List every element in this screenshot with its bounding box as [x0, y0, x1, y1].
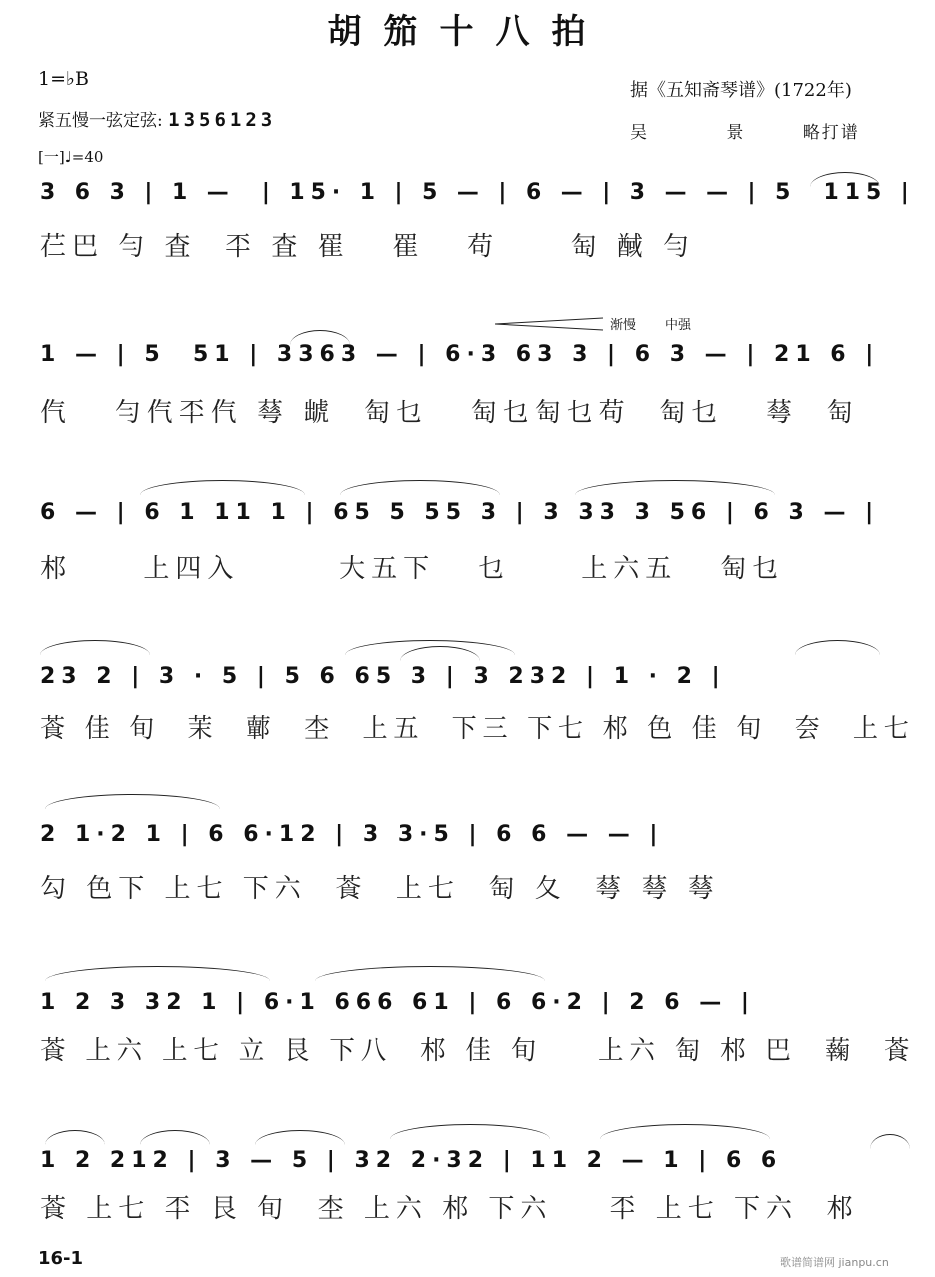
slur: [140, 480, 305, 495]
rit-marking: 渐慢: [610, 318, 637, 333]
dynamic-level: 中强: [665, 318, 692, 333]
jianpu-notes: 3 6 3 | 1 — | 15· 1 | 5 — | 6 — | 3 — — | 5 115 |: [40, 180, 915, 205]
slur: [255, 1130, 345, 1145]
slur: [810, 172, 880, 187]
tempo-marking: [一]♩=40: [38, 148, 104, 166]
slur: [795, 640, 880, 655]
credit-3: 略打谱: [802, 123, 860, 143]
jianzi-tablature: 䢶 上四入 大五下 乜 上六五 匋乜: [40, 554, 785, 584]
jianzi-tablature: 䓹 佳 旬 茉 䕤 杢 上五 下三 下七 䢶 色 佳 旬 夽 上七: [40, 714, 915, 744]
tuning-label: 紧五慢一弦定弦:: [38, 111, 163, 131]
slur: [45, 1130, 105, 1145]
credit-2: 景: [726, 123, 746, 143]
slur: [340, 480, 500, 495]
jianpu-notes: 6 — | 6 1 11 1 | 65 5 55 3 | 3 33 3 56 | 6 3 — |: [40, 500, 880, 525]
jianpu-notes: 23 2 | 3 · 5 | 5 6 65 3 | 3 232 | 1 · 2 |: [40, 664, 726, 689]
jianpu-notes: 1 2 212 | 3 — 5 | 32 2·32 | 11 2 — 1 | 6 6: [40, 1148, 783, 1173]
slur: [575, 480, 775, 495]
slur: [45, 966, 270, 981]
jianzi-tablature: 勾 色下 上七 下六 䓹 上七 匋 夂 䔢 䔢 䔢: [40, 874, 720, 904]
jianpu-notes: 1 — | 5 51 | 3363 — | 6·3 63 3 | 6 3 — | 21 6 |: [40, 342, 880, 367]
slur: [290, 330, 350, 345]
slur: [870, 1134, 910, 1149]
crescendo-hairpin: [495, 316, 605, 332]
jianpu-notes: 2 1·2 1 | 6 6·12 | 3 3·5 | 6 6 — — |: [40, 822, 664, 847]
credits: [630, 118, 860, 143]
watermark: 歌谱简谱网 jianpu.cn: [780, 1256, 889, 1269]
slur: [140, 1130, 210, 1145]
tuning-notes: 1356123: [168, 109, 277, 131]
source-citation: 据《五知斋琴谱》(1722年): [630, 80, 852, 101]
jianzi-tablature: 䓹 上七 㔻 艮 旬 杢 上六 䢶 下六 㔻 上七 下六 䢶: [40, 1194, 859, 1224]
slur: [40, 640, 150, 655]
slur: [600, 1124, 770, 1139]
page-title: 胡笳十八拍: [327, 12, 608, 52]
jianzi-tablature: 芢巴 勻 査 㔻 査 䍜 䍜 苟 匋 䤋 勻: [40, 232, 696, 262]
slur: [45, 794, 220, 809]
page-number: 16-1: [38, 1248, 84, 1269]
tuning-line: [38, 106, 276, 131]
credit-1: 吴: [630, 123, 649, 143]
slur: [390, 1124, 550, 1139]
jianzi-tablature: 䓹 上六 上七 立 艮 下八 䢶 佳 旬 上六 匋 䢶 巴 䕮 䓹: [40, 1036, 916, 1066]
jianpu-notes: 1 2 3 32 1 | 6·1 666 61 | 6 6·2 | 2 6 — |: [40, 990, 755, 1015]
key-signature: 1=♭B: [38, 68, 89, 90]
slur: [315, 966, 545, 981]
jianzi-tablature: 㐹 勻㐹㔻㐹 䔢 䖓 匋乜 匋乜匋乜苟 匋乜 䔢 匋: [40, 398, 859, 428]
